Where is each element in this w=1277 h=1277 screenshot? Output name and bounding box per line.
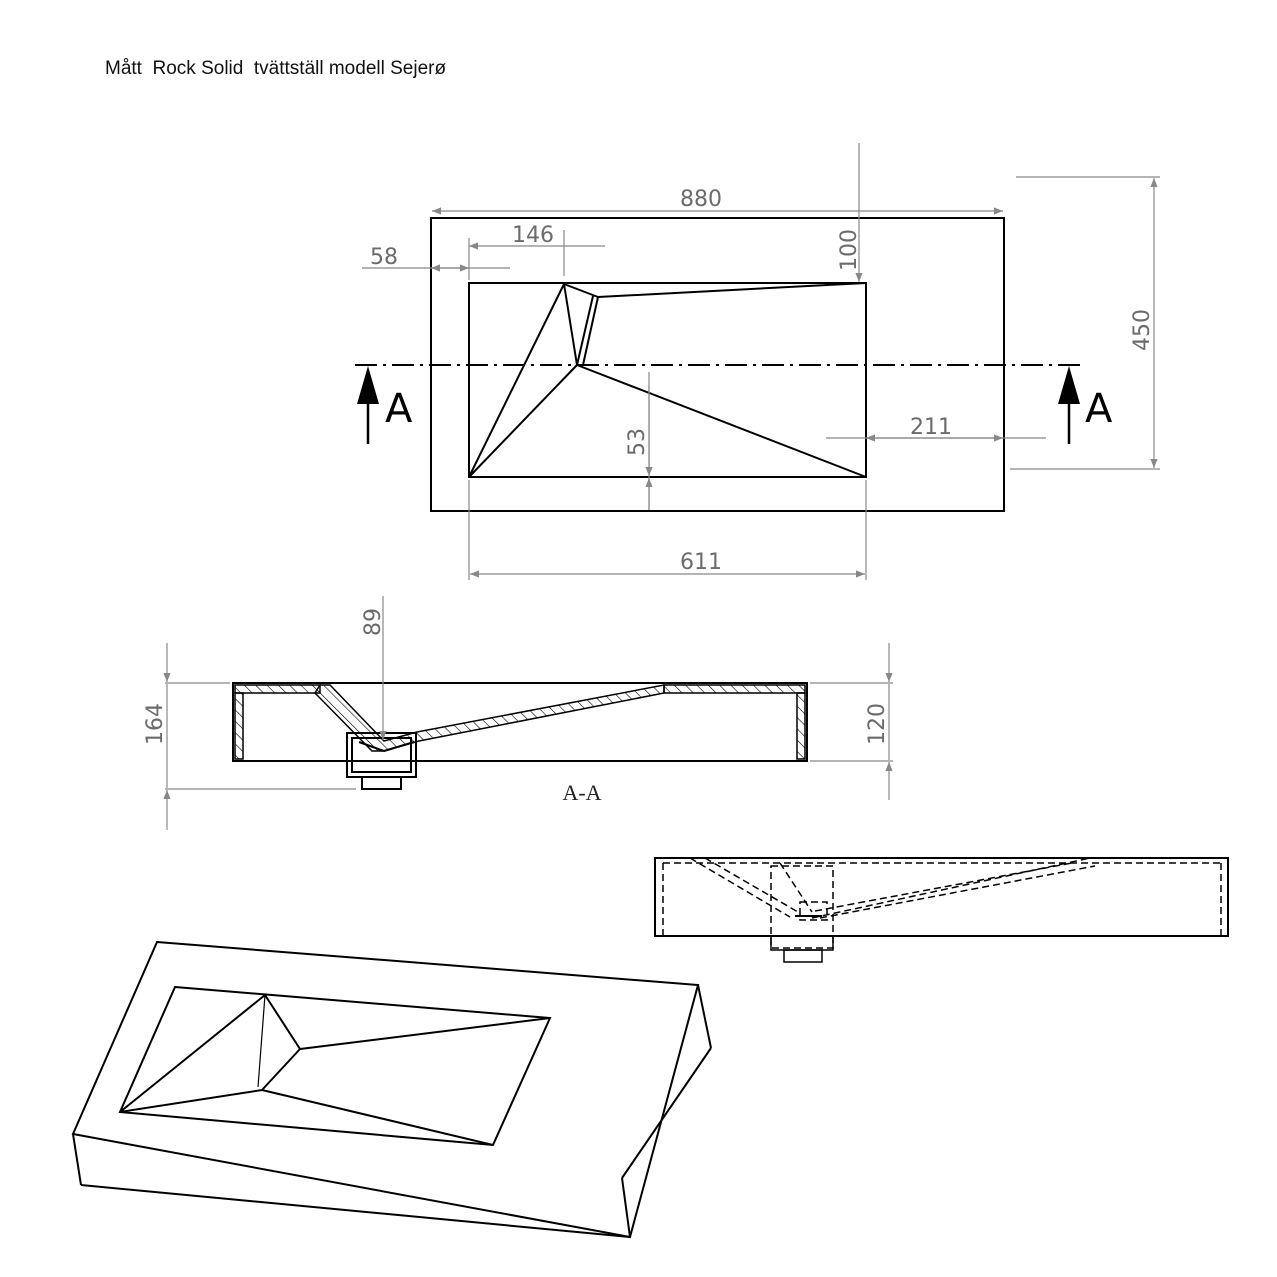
- dim-120: 120: [865, 703, 890, 745]
- dim-89: 89: [361, 608, 386, 636]
- top-view: [355, 143, 1160, 580]
- drawing-title: Mått Rock Solid tvättställ modell Sejerø: [105, 58, 447, 79]
- isometric-view: [73, 942, 711, 1237]
- section-letter-left: A: [385, 386, 413, 432]
- dim-211: 211: [910, 415, 952, 440]
- section-view: [143, 596, 893, 830]
- section-letter-right: A: [1085, 386, 1113, 432]
- front-view: [655, 858, 1228, 962]
- top-dimension-lines: [362, 143, 1160, 580]
- dim-611: 611: [680, 550, 722, 575]
- section-arrow-left: [357, 366, 413, 444]
- dim-58: 58: [370, 245, 398, 270]
- section-hatched-walls: [235, 685, 805, 759]
- top-dimension-labels: [370, 187, 1155, 575]
- dim-450: 450: [1130, 309, 1155, 351]
- section-dimension-labels: [143, 608, 890, 745]
- dim-100: 100: [837, 229, 862, 271]
- section-arrow-right: [1058, 366, 1113, 444]
- dim-164: 164: [143, 703, 168, 745]
- dim-146: 146: [512, 223, 554, 248]
- section-name: A-A: [562, 780, 602, 805]
- dim-880: 880: [680, 187, 722, 212]
- basin-facets: [469, 283, 866, 477]
- dim-53: 53: [625, 428, 650, 456]
- basin-outline: [469, 283, 866, 477]
